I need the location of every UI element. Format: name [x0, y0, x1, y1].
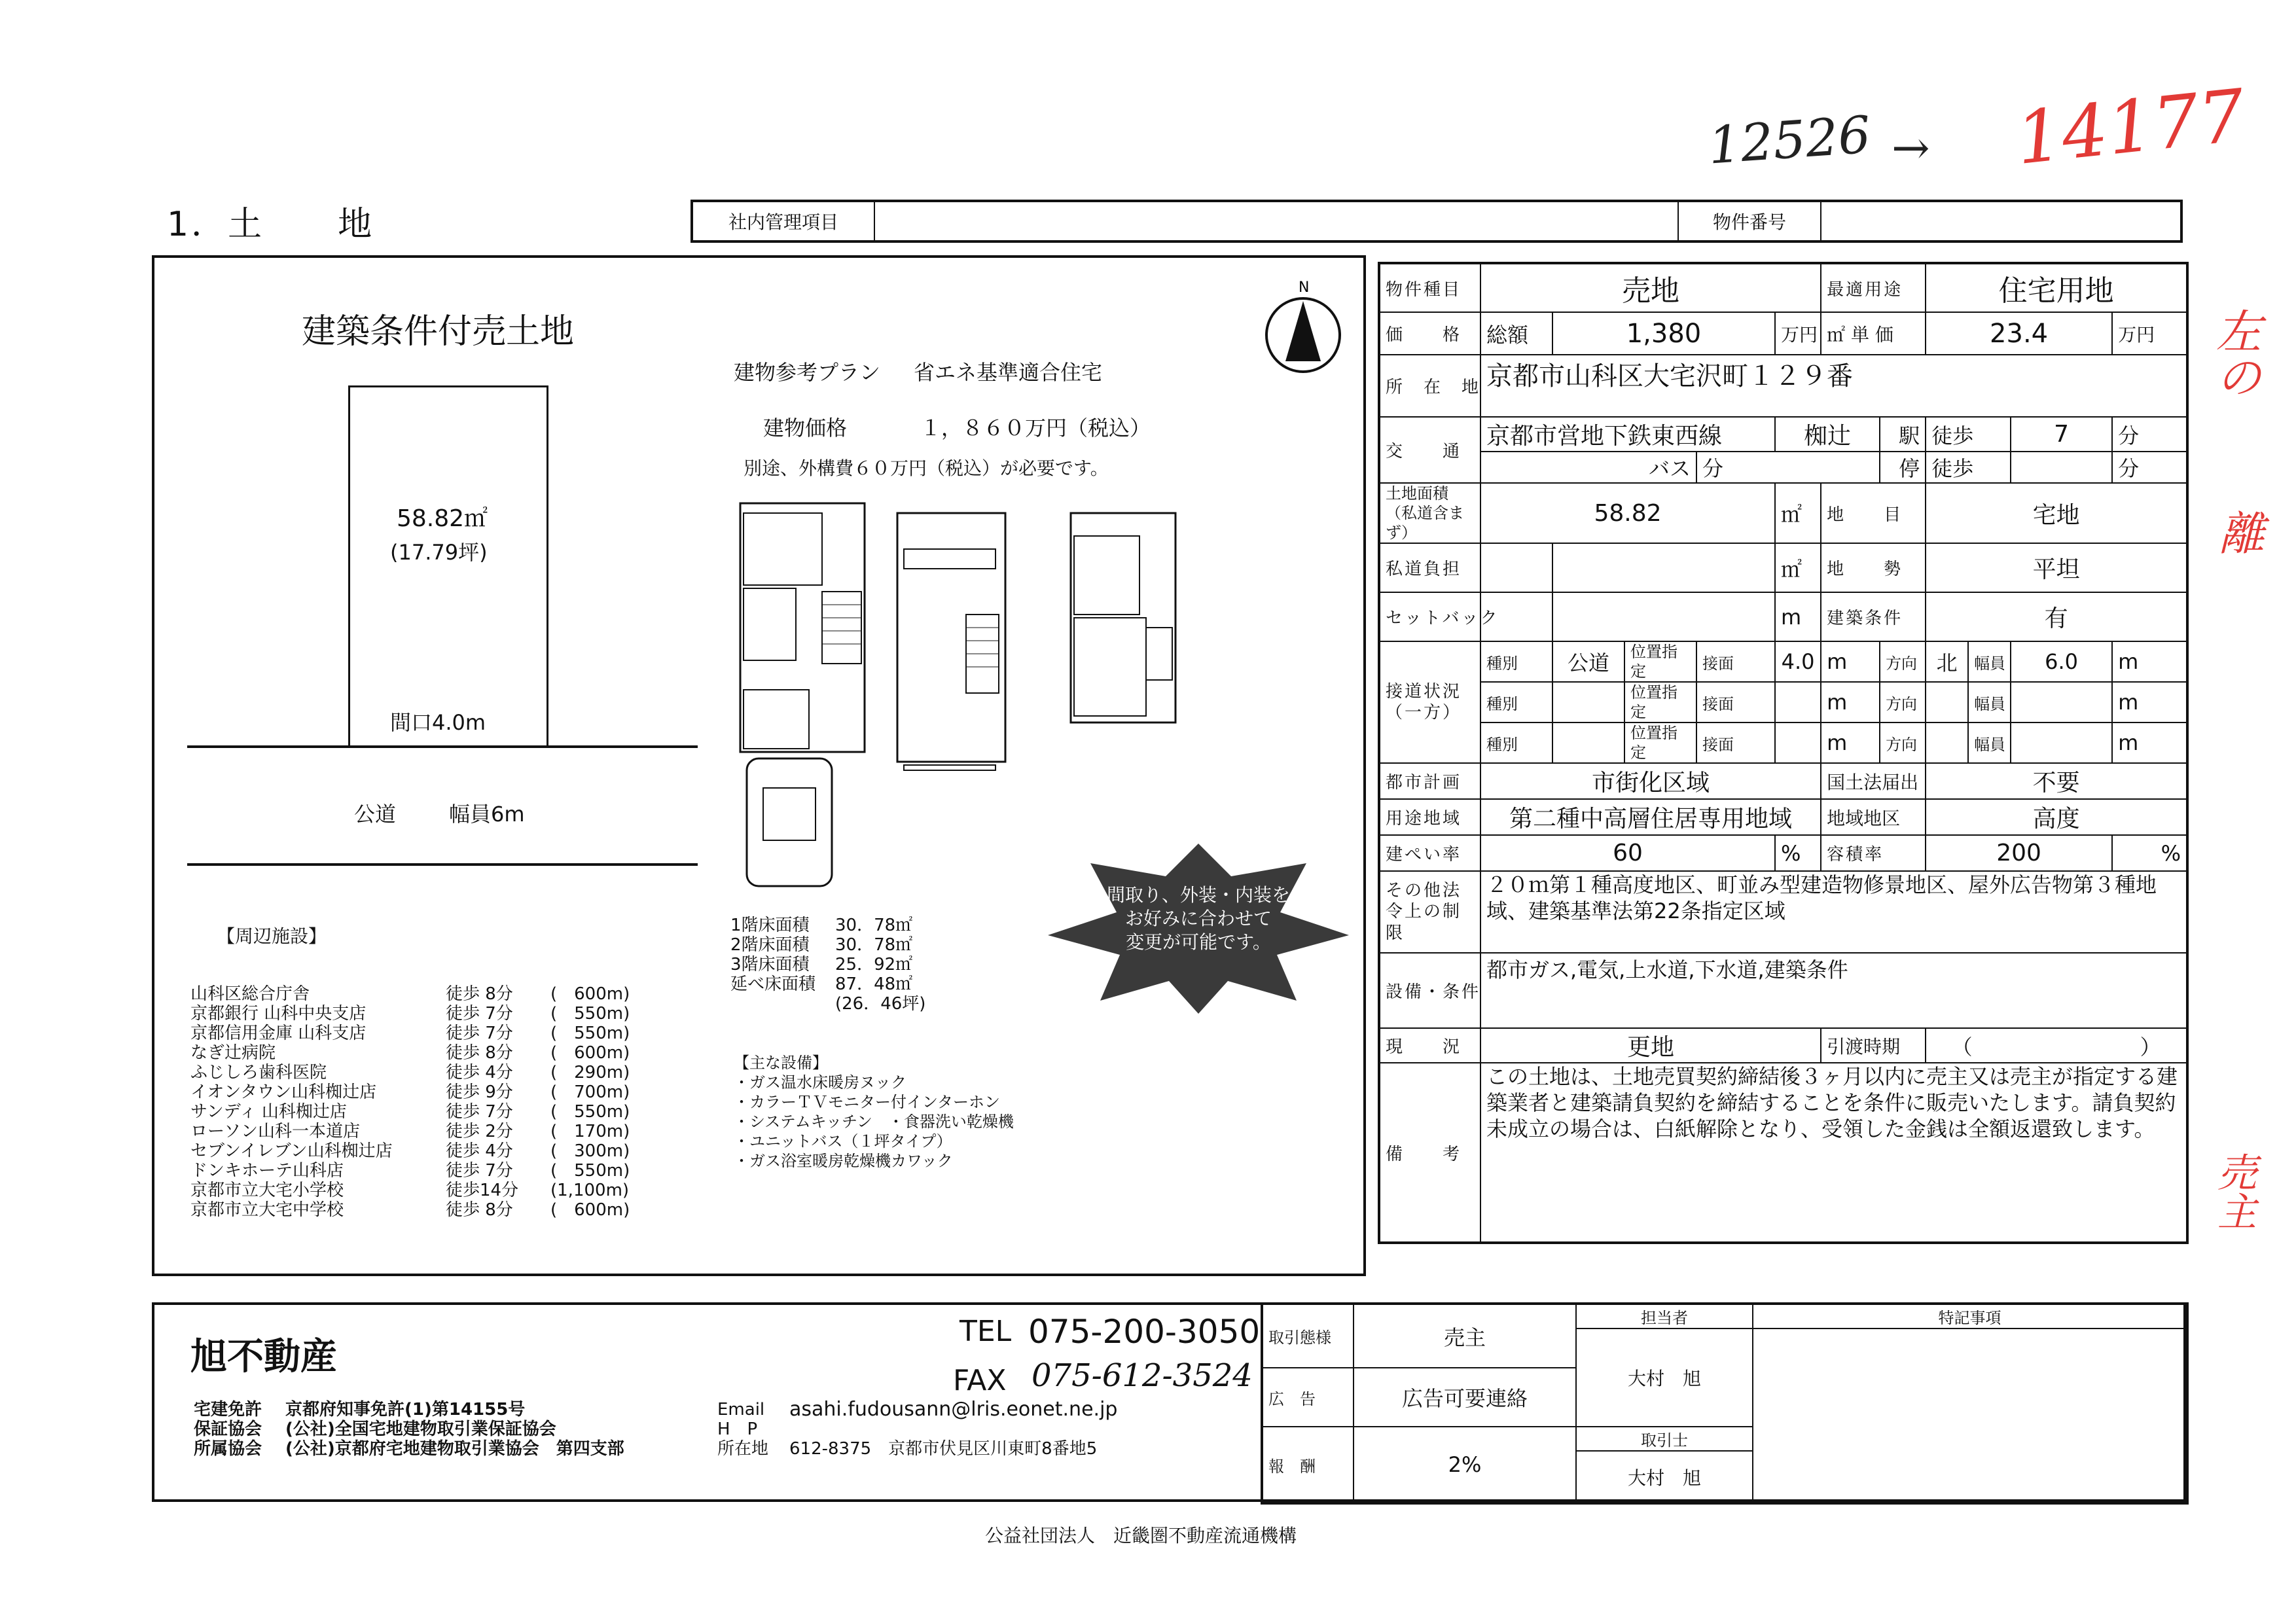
facility-dist: ( 550m)	[550, 1161, 630, 1181]
station-name: 椥辻	[1775, 417, 1880, 452]
floor-area-label: 延べ床面積	[730, 974, 816, 994]
road-1-direction: 北	[1926, 641, 1968, 682]
equipment-item: ・ユニットバス（１坪タイプ）	[734, 1132, 952, 1150]
office-address-label: 所在地	[717, 1439, 769, 1459]
road-2-frontage-unit: m	[1821, 682, 1880, 722]
facility-walk: 徒歩 2分	[446, 1122, 513, 1141]
handwritten-note: 12526	[1706, 105, 1873, 176]
internal-item-field[interactable]	[874, 201, 1678, 241]
fee-label: 報 酬	[1262, 1427, 1354, 1503]
facility-walk: 徒歩 7分	[446, 1102, 513, 1122]
facility-name: ドンキホーテ山科店	[190, 1161, 344, 1181]
bottom-organization: 公益社団法人 近畿圏不動産流通機構	[985, 1525, 1297, 1546]
total-price: 1,380	[1552, 312, 1775, 355]
city-plan-value: 市街化区域	[1480, 763, 1821, 799]
facility-row	[190, 1024, 655, 1043]
facility-name: ふじしろ歯科医院	[190, 1063, 327, 1082]
facility-dist: ( 290m)	[550, 1063, 630, 1082]
condition-label: 建築条件	[1821, 592, 1926, 641]
road-line-top	[187, 745, 698, 748]
zoning-label: 用途地域	[1379, 799, 1480, 835]
facility-name: 京都市立大宅中学校	[190, 1200, 344, 1220]
terrain-value: 平坦	[1926, 543, 2187, 592]
floor-area-value: 25．92㎡	[835, 955, 913, 974]
road-designation-label: 位置指定	[1624, 641, 1696, 682]
stop-minutes-unit: 分	[2112, 452, 2187, 483]
facility-name: 京都信用金庫 山科支店	[190, 1024, 367, 1043]
page-title: 建築条件付売土地	[302, 312, 575, 351]
status-label: 現 況	[1379, 1028, 1480, 1063]
lot-outline	[348, 385, 548, 747]
facility-row	[190, 1082, 655, 1102]
land-area-value: 58.82	[1480, 483, 1775, 543]
tel-label: TEL	[960, 1315, 1012, 1348]
floor-area-table	[730, 916, 925, 1014]
property-spec-table	[1378, 262, 2189, 1244]
facility-row	[190, 1200, 655, 1220]
land-map-panel	[152, 255, 1366, 1276]
floor-area-value: 30．78㎡	[835, 935, 913, 955]
equipment-item: ・ガス浴室暖房乾燥機カワック	[734, 1152, 953, 1170]
floor-area-value: 87．48㎡	[835, 974, 913, 994]
facility-row	[190, 1063, 655, 1082]
transaction-table	[1261, 1302, 2189, 1505]
access-label: 交 通	[1379, 417, 1480, 483]
guarantee-label: 保証協会	[194, 1419, 262, 1439]
section-title: 1．土 地	[167, 205, 375, 244]
road-status-label: 接道状況（一方）	[1379, 641, 1480, 763]
facility-dist: ( 600m)	[550, 984, 630, 1004]
land-area-unit: ㎡	[1775, 483, 1821, 543]
private-road-value	[1552, 543, 1775, 592]
floor-area-label: 3階床面積	[730, 955, 810, 974]
road-kind-label: 種別	[1480, 722, 1552, 763]
floor-plan-3f	[1067, 510, 1182, 732]
eco-label: 省エネ基準適合住宅	[914, 360, 1103, 385]
facility-walk: 徒歩 7分	[446, 1161, 513, 1181]
plan-heading: 建物参考プラン	[734, 360, 881, 385]
license-info	[194, 1400, 624, 1459]
hp-label: H P	[717, 1419, 758, 1439]
road-3-frontage-unit: m	[1821, 722, 1880, 763]
total-label: 総額	[1480, 312, 1552, 355]
equipment-item: ・システムキッチン ・食器洗い乾燥機	[734, 1113, 1014, 1131]
company-name: 旭不動産	[190, 1336, 337, 1378]
bcr-label: 建ぺい率	[1379, 835, 1480, 871]
road-label: 公道	[354, 802, 397, 827]
far-unit: %	[2112, 835, 2187, 871]
equipment-item: ・カラーＴＶモニター付インターホン	[734, 1093, 1001, 1111]
facility-name: セブンイレブン山科椥辻店	[190, 1141, 393, 1161]
equipment-item: ・ガス温水床暖房ヌック	[734, 1073, 906, 1092]
other-law-value: ２０ｍ第１種高度地区、町並み型建造物修景地区、屋外広告物第３種地域、建築基準法第22条指定区域	[1480, 871, 2187, 953]
road-1-frontage-unit: m	[1821, 641, 1880, 682]
private-road-unit: ㎡	[1775, 543, 1821, 592]
facility-dist: ( 550m)	[550, 1024, 630, 1043]
north-label: N	[1299, 279, 1310, 296]
fax-label: FAX	[953, 1364, 1007, 1397]
use-label: 最適用途	[1821, 263, 1926, 312]
road-direction-label: 方向	[1880, 682, 1926, 722]
road-3-width-unit: m	[2112, 722, 2187, 763]
lot-area: 58.82㎡	[397, 505, 488, 532]
property-no-label: 物件番号	[1678, 201, 1821, 241]
zoning-value: 第二種中高層住居専用地域	[1480, 799, 1821, 835]
agent-footer	[152, 1302, 2186, 1502]
land-category-label: 地 目	[1821, 483, 1926, 543]
facility-name: イオンタウン山科椥辻店	[190, 1082, 377, 1102]
mode-label: 取引態様	[1262, 1304, 1354, 1368]
type-label: 物件種目	[1379, 263, 1480, 312]
facility-walk: 徒歩 9分	[446, 1082, 513, 1102]
facility-row	[190, 1181, 655, 1200]
road-width-label: 幅員	[1968, 722, 2011, 763]
floor-plan-2f	[894, 510, 1009, 772]
building-price-label: 建物価格	[763, 416, 848, 440]
facility-name: 山科区総合庁舎	[190, 984, 310, 1004]
bus-minutes-unit: 分	[1696, 452, 1880, 483]
road-width: 幅員6m	[449, 802, 525, 827]
price-label: 価 格	[1379, 312, 1480, 355]
facility-walk: 徒歩 8分	[446, 1200, 513, 1220]
road-frontage-label: 接面	[1696, 722, 1775, 763]
handover-value: （ ）	[1926, 1028, 2187, 1063]
road-2-width-unit: m	[2112, 682, 2187, 722]
facility-row	[190, 1004, 655, 1024]
condition-value: 有	[1926, 592, 2187, 641]
dealer-value: 大村 旭	[1576, 1451, 1753, 1503]
floor-area-label: 1階床面積	[730, 916, 810, 935]
facility-row	[190, 1141, 655, 1161]
office-address-value: 612-8375 京都市伏見区川東町8番地5	[789, 1439, 1098, 1459]
facility-dist: ( 170m)	[550, 1122, 630, 1141]
walk-label: 徒歩	[1926, 417, 2011, 452]
facilities-conditions-label: 設備・条件	[1379, 953, 1480, 1028]
facility-name: サンディ 山科椥辻店	[190, 1102, 347, 1122]
road-1-width-unit: m	[2112, 641, 2187, 682]
badge-line-1: 間取り、外装・内装を	[1107, 884, 1291, 906]
facility-name: ローソン山科一本道店	[190, 1122, 360, 1141]
ad-value: 広告可要連絡	[1354, 1368, 1576, 1427]
north-arrow	[1261, 277, 1346, 376]
facilities-list	[190, 984, 655, 1220]
bcr-unit: %	[1775, 835, 1821, 871]
facility-dist: ( 550m)	[550, 1004, 630, 1024]
road-1-width: 6.0	[2011, 641, 2112, 682]
road-kind-label: 種別	[1480, 682, 1552, 722]
station-label: 駅	[1880, 417, 1926, 452]
road-1-frontage: 4.0	[1775, 641, 1821, 682]
use-value: 住宅用地	[1926, 263, 2187, 312]
walk-minutes: 7	[2011, 417, 2112, 452]
setback-label: セットバック	[1379, 592, 1480, 641]
facility-dist: ( 600m)	[550, 1200, 630, 1220]
road-direction-label: 方向	[1880, 722, 1926, 763]
facility-dist: (1,100m)	[550, 1181, 630, 1200]
bcr-value: 60	[1480, 835, 1775, 871]
road-1-kind: 公道	[1552, 641, 1624, 682]
facility-walk: 徒歩 8分	[446, 1043, 513, 1063]
fax-number: 075-612-3524	[1031, 1357, 1253, 1394]
road-frontage-label: 接面	[1696, 641, 1775, 682]
association-value: (公社)京都府宅地建物取引業協会 第四支部	[285, 1439, 624, 1459]
facilities-conditions-value: 都市ガス,電気,上水道,下水道,建築条件	[1480, 953, 2187, 1028]
road-frontage-label: 接面	[1696, 682, 1775, 722]
fee-value: 2%	[1354, 1427, 1576, 1503]
status-value: 更地	[1480, 1028, 1821, 1063]
private-road-label: 私道負担	[1379, 543, 1480, 592]
special-notes-label: 特記事項	[1753, 1304, 2187, 1329]
stop-label: 停	[1880, 452, 1926, 483]
email-value[interactable]: asahi.fudousann@lris.eonet.ne.jp	[789, 1398, 1118, 1421]
remarks-label: 備 考	[1379, 1063, 1480, 1243]
unit-price-unit: 万円	[2112, 312, 2187, 355]
facility-walk: 徒歩 8分	[446, 984, 513, 1004]
tel-number: 075-200-3050	[1028, 1313, 1261, 1351]
internal-item-label: 社内管理項目	[692, 201, 874, 241]
property-no-field[interactable]	[1821, 201, 2181, 241]
license-value: 京都府知事免許(1)第14155号	[285, 1400, 526, 1419]
facility-name: 京都市立大宅小学校	[190, 1181, 344, 1200]
train-line: 京都市営地下鉄東西線	[1480, 417, 1775, 452]
equipment-list	[734, 1073, 1014, 1171]
facility-walk: 徒歩 4分	[446, 1141, 513, 1161]
facility-walk: 徒歩 7分	[446, 1004, 513, 1024]
minutes-unit: 分	[2112, 417, 2187, 452]
person-value: 大村 旭	[1576, 1329, 1753, 1427]
land-area-label: 土地面積（私道含まず）	[1379, 483, 1480, 543]
facilities-heading: 【周辺施設】	[217, 925, 327, 947]
person-label: 担当者	[1576, 1304, 1753, 1329]
facility-row	[190, 1102, 655, 1122]
facility-dist: ( 600m)	[550, 1043, 630, 1063]
floor-plan-1f	[737, 500, 868, 893]
facility-row	[190, 1043, 655, 1063]
setback-value	[1552, 592, 1775, 641]
road-width-label: 幅員	[1968, 641, 2011, 682]
mode-value: 売主	[1354, 1304, 1576, 1368]
dealer-label: 取引士	[1576, 1427, 1753, 1451]
facility-walk: 徒歩14分	[446, 1181, 519, 1200]
license-label: 宅建免許	[194, 1400, 262, 1419]
association-label: 所属協会	[194, 1439, 262, 1459]
handwritten-side-note: 離	[2219, 507, 2265, 561]
ad-label: 広 告	[1262, 1368, 1354, 1427]
road-designation-label: 位置指定	[1624, 722, 1696, 763]
type-value: 売地	[1480, 263, 1821, 312]
far-value: 200	[1926, 835, 2112, 871]
facility-row	[190, 1122, 655, 1141]
remarks-value: この土地は、土地売買契約締結後３ヶ月以内に売主又は売主が指定する建築業者と建築請負契約を締結することを条件に販売いたします。請負契約未成立の場合は、白紙解除となり、受領した金銭は全額返還致します。	[1480, 1063, 2187, 1243]
road-width-label: 幅員	[1968, 682, 2011, 722]
email-label: Email	[717, 1400, 765, 1419]
land-category-value: 宅地	[1926, 483, 2187, 543]
exterior-cost-note: 別途、外構費６０万円（税込）が必要です。	[744, 457, 1109, 479]
facility-dist: ( 700m)	[550, 1082, 630, 1102]
other-law-label: その他法令上の制限	[1379, 871, 1480, 953]
unit-price-label: ㎡ 単 価	[1821, 312, 1926, 355]
header-table	[691, 200, 2183, 243]
lot-area-tsubo: (17.79坪)	[390, 540, 488, 565]
frontage-label: 間口4.0m	[390, 710, 486, 735]
facility-dist: ( 300m)	[550, 1141, 630, 1161]
setback-unit: m	[1775, 592, 1821, 641]
address-label: 所 在 地	[1379, 355, 1480, 417]
handwritten-number: 14177	[2012, 73, 2249, 181]
floor-area-label: 2階床面積	[730, 935, 810, 955]
road-direction-label: 方向	[1880, 641, 1926, 682]
district-value: 高度	[1926, 799, 2187, 835]
contact-info	[717, 1400, 1117, 1459]
national-land-label: 国土法届出	[1821, 763, 1926, 799]
address-value: 京都市山科区大宅沢町１２９番	[1480, 355, 2187, 417]
guarantee-value: (公社)全国宅地建物取引業保証協会	[285, 1419, 556, 1439]
equipment-heading: 【主な設備】	[734, 1054, 828, 1072]
district-label: 地域地区	[1821, 799, 1926, 835]
bus-label: バス	[1480, 452, 1696, 483]
handover-label: 引渡時期	[1821, 1028, 1926, 1063]
total-unit: 万円	[1775, 312, 1821, 355]
handwritten-side-note: 左の	[2208, 308, 2262, 399]
facility-walk: 徒歩 7分	[446, 1024, 513, 1043]
customization-badge	[1045, 840, 1352, 1017]
unit-price: 23.4	[1926, 312, 2112, 355]
facility-dist: ( 550m)	[550, 1102, 630, 1122]
facility-row	[190, 984, 655, 1004]
handwritten-arrow: →	[1892, 121, 1930, 175]
facility-name: なぎ辻病院	[190, 1043, 276, 1063]
facility-name: 京都銀行 山科中央支店	[190, 1004, 367, 1024]
far-label: 容積率	[1821, 835, 1926, 871]
building-price-value: １，８６０万円（税込）	[920, 416, 1151, 440]
badge-line-3: 変更が可能です。	[1126, 931, 1271, 953]
special-notes-field[interactable]	[1753, 1329, 2187, 1503]
facility-walk: 徒歩 4分	[446, 1063, 513, 1082]
road-line-bottom	[187, 863, 698, 866]
city-plan-label: 都市計画	[1379, 763, 1480, 799]
facility-row	[190, 1161, 655, 1181]
road-kind-label: 種別	[1480, 641, 1552, 682]
road-designation-label: 位置指定	[1624, 682, 1696, 722]
national-land-value: 不要	[1926, 763, 2187, 799]
badge-line-2: お好みに合わせて	[1124, 908, 1272, 929]
stop-walk-label: 徒歩	[1926, 452, 2011, 483]
terrain-label: 地 勢	[1821, 543, 1926, 592]
total-floor-tsubo: (26．46坪)	[835, 994, 926, 1014]
handwritten-side-note: 売主	[2211, 1152, 2257, 1230]
floor-area-value: 30．78㎡	[835, 916, 913, 935]
